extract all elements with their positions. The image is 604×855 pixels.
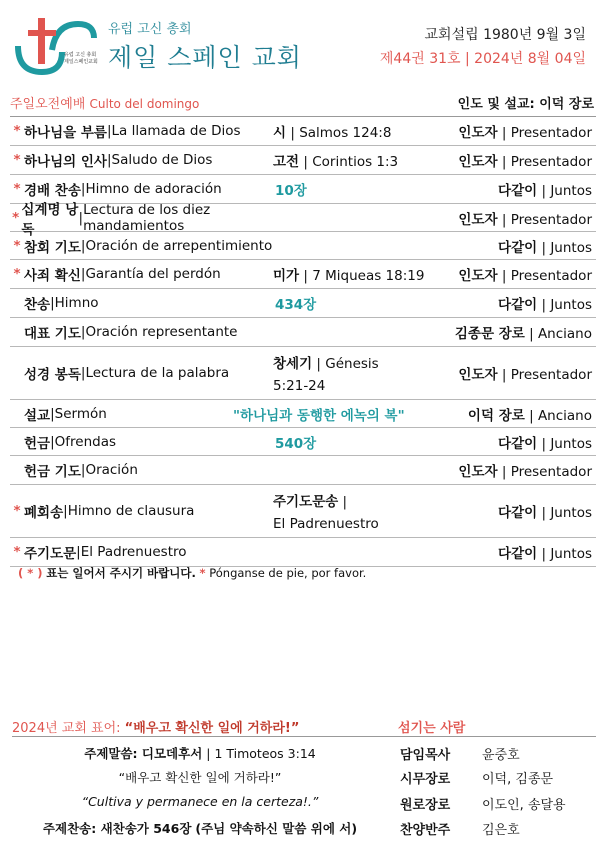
item-title-ko: 찬송 <box>24 297 51 313</box>
item-reference: 고전 | Corintios 1:3 <box>273 154 399 170</box>
separator: | <box>106 123 112 139</box>
item-title <box>10 501 273 521</box>
separator: | <box>80 324 86 340</box>
item-title-es: Saludo de Dios <box>111 152 213 168</box>
servers-title: 섬기는 사람 <box>398 721 466 736</box>
item-reference: 시 | Salmos 124:8 <box>273 125 392 141</box>
item-title-es: Himno de clausura <box>67 503 195 519</box>
order-of-worship <box>10 116 596 567</box>
item-leader: 인도자 | Presentador <box>458 464 592 480</box>
item-leader: 다같이 | Juntos <box>498 183 592 199</box>
item-reference: 창세기 | Génesis 5:21-24 <box>273 356 379 394</box>
item-leader: 다같이 | Juntos <box>498 505 592 521</box>
item-title-es: El Padrenuestro <box>80 544 187 560</box>
separator: | <box>80 237 86 254</box>
item-leader: 인도자 | Presentador <box>458 268 592 284</box>
church-title: 제일 스페인 교회 <box>108 43 302 72</box>
item-title <box>10 179 273 199</box>
service-leader: 인도 및 설교: 이덕 장로 <box>457 96 594 112</box>
item-title-es: Himno de adoración <box>85 181 222 197</box>
standing-star-icon: * <box>13 181 21 197</box>
item-reference: "하나님과 동행한 에녹의 복" <box>233 407 405 424</box>
order-row <box>10 456 596 485</box>
item-title-ko: 경배 찬송 <box>24 183 81 199</box>
divider <box>12 736 596 737</box>
item-reference: 434장 <box>275 297 317 313</box>
separator: | <box>80 181 86 197</box>
order-row <box>10 347 596 400</box>
item-reference: 10장 <box>275 183 307 199</box>
order-row <box>10 232 596 260</box>
item-title <box>10 236 273 256</box>
item-title-ko: 십계명 낭독 <box>21 201 79 238</box>
bulletin-volume: 제44권 31호 | 2024년 8월 04일 <box>379 51 586 67</box>
item-title <box>10 293 273 313</box>
item-title-ko: 헌금 기도 <box>24 464 81 480</box>
item-reference: 주기도문송 | El Padrenuestro <box>273 494 379 532</box>
svg-text:제일스페인교회: 제일스페인교회 <box>64 59 98 65</box>
theme-hymn: 주제찬송: 새찬송가 546장 (주님 약속하신 말씀 위에 서) <box>42 821 358 836</box>
item-leader: 다같이 | Juntos <box>498 239 592 256</box>
separator: | <box>80 365 86 381</box>
item-title <box>10 542 273 562</box>
item-title-ko: 참회 기도 <box>24 239 81 256</box>
item-leader: 다같이 | Juntos <box>498 297 592 313</box>
standing-star-icon: * <box>13 237 21 254</box>
item-title <box>10 432 273 452</box>
standing-star-icon: * <box>13 152 21 168</box>
item-leader: 인도자 | Presentador <box>458 211 592 228</box>
server-row: 찬양반주 김은호 <box>400 823 520 838</box>
order-row <box>10 289 596 318</box>
server-row: 시무장로 이덕, 김종문 <box>400 772 554 787</box>
order-row <box>10 318 596 347</box>
separator: | <box>80 462 86 478</box>
item-title-ko: 성경 봉독 <box>24 367 81 383</box>
church-logo <box>12 16 100 78</box>
item-title-ko: 하나님의 인사 <box>24 154 107 170</box>
item-reference: 540장 <box>275 435 317 452</box>
item-leader: 인도자 | Presentador <box>458 154 592 170</box>
server-row: 원로장로 이도인, 송달용 <box>400 798 566 813</box>
item-leader: 다같이 | Juntos <box>498 546 592 562</box>
order-row <box>10 146 596 175</box>
item-title-es: Oración representante <box>85 324 238 340</box>
item-title-es: Himno <box>54 295 99 311</box>
church-motto: 2024년 교회 표어: “배우고 확신한 일에 거하라!” <box>12 721 300 736</box>
theme-verse-ko: “배우고 확신한 일에 거하라!” <box>118 770 282 785</box>
separator: | <box>76 544 81 560</box>
item-title-ko: 헌금 <box>24 435 51 452</box>
standing-star-icon: * <box>12 209 20 226</box>
item-title <box>10 198 273 238</box>
item-title <box>10 264 273 284</box>
service-header <box>10 90 594 114</box>
separator: | <box>63 503 68 519</box>
item-title-ko: 폐회송 <box>24 505 64 521</box>
item-title <box>10 363 273 383</box>
order-row <box>10 400 596 428</box>
item-title <box>10 322 273 342</box>
item-title-es: La llamada de Dios <box>111 123 241 139</box>
theme-verse-es: “Cultiva y permanece en la certeza!.” <box>81 794 319 809</box>
item-title-es: Sermón <box>54 405 107 422</box>
established-date: 교회설립 1980년 9월 3일 <box>424 27 586 43</box>
service-name: 주일오전예배 Culto del domingo <box>10 96 200 112</box>
item-title-es: Lectura de la palabra <box>85 365 230 381</box>
item-title-es: Oración de arrepentimiento <box>85 237 273 254</box>
separator: | <box>80 266 86 282</box>
item-title <box>10 460 273 480</box>
item-title-ko: 대표 기도 <box>24 326 81 342</box>
item-title-es: Lectura de los diez mandamientos <box>83 201 211 234</box>
item-leader: 인도자 | Presentador <box>458 125 592 141</box>
standing-star-icon: * <box>13 123 21 139</box>
item-leader: 다같이 | Juntos <box>498 435 592 452</box>
standing-star-icon: * <box>13 544 21 560</box>
theme-verse: 주제말씀: 디모데후서 | 1 Timoteos 3:14 <box>84 746 316 761</box>
item-leader: 김종문 장로 | Anciano <box>454 326 592 342</box>
separator: | <box>50 295 55 311</box>
item-title-es: Garantía del perdón <box>85 266 221 282</box>
svg-text:유럽 고신 총회: 유럽 고신 총회 <box>64 52 97 58</box>
order-row <box>10 538 596 567</box>
item-title-es: Ofrendas <box>54 433 117 450</box>
item-reference: 미가 | 7 Miqueas 18:19 <box>273 268 425 284</box>
item-title-ko: 주기도문 <box>24 546 77 562</box>
item-title-ko: 설교 <box>24 407 51 424</box>
server-row: 담임목사 윤중호 <box>400 748 520 763</box>
separator: | <box>50 433 55 450</box>
standing-star-icon: * <box>13 503 21 519</box>
header-subtitle: 유럽 고신 총회 <box>108 22 192 37</box>
item-title-ko: 사죄 확신 <box>24 268 81 284</box>
item-leader: 인도자 | Presentador <box>458 367 592 383</box>
order-row <box>10 428 596 456</box>
item-title-ko: 하나님을 부름 <box>24 125 107 141</box>
standing-star-icon: * <box>13 266 21 282</box>
item-title <box>10 150 273 170</box>
separator: | <box>50 405 55 422</box>
order-row <box>10 485 596 538</box>
standing-note: ( * ) 표는 일어서 주시기 바랍니다. * Pónganse de pie, por favor. <box>18 566 367 580</box>
item-title-es: Oración <box>85 462 138 478</box>
order-row <box>10 260 596 289</box>
separator: | <box>78 209 84 226</box>
order-row <box>10 201 596 238</box>
separator: | <box>106 152 112 168</box>
item-title <box>10 121 273 141</box>
order-row <box>10 117 596 146</box>
item-leader: 이덕 장로 | Anciano <box>467 407 592 424</box>
